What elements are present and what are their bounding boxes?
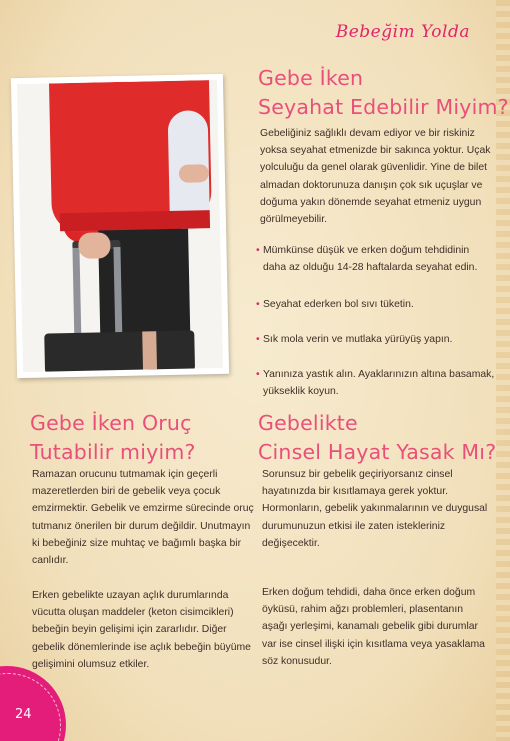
page-number: 24 [15,707,32,722]
fasting-title [30,409,196,467]
travel-bullet-list [256,331,452,348]
travel-bullet-list [256,242,477,276]
sex-title-line1: Gebelikte [258,411,358,435]
travel-bullet-list [256,366,494,400]
pregnant-woman-with-suitcase-photo [11,74,229,378]
sex-paragraph-1: Sorunsuz bir gebelik geçiriyorsanız cinsel hayatınızda bir kısıtlamaya gerek yoktur. Hormonların, gebelik yakınmalarının ve duygusal durumunuzun etkisi ile zaten istekleriniz değişecektir. [262,469,488,549]
travel-title-line2: Seyahat Edebilir Miyim? [258,95,509,119]
fasting-paragraph-1: Ramazan orucunu tutmamak için geçerli mazeretlerden biri de gebelik veya çocuk emzirmektir. Gebelik ve emzirme sürecinde oruç tutmanız önerilen bir durum değildir. Unutmayın ki bebeğiniz size muhtaç ve bağımlı başka bir canlıdır. [32,469,254,567]
sex-title [258,409,496,467]
fasting-title-line2: Tutabilir miyim? [30,440,196,464]
list-item: • Mümkünse düşük ve erken doğum tehdidinin daha az olduğu 14-28 haftalarda seyahat edin. [256,245,478,274]
section-header: Bebeğim Yolda [335,22,470,42]
list-item: • Yanınıza yastık alın. Ayaklarınızın altına basamak, yükseklik koyun. [256,369,495,398]
sex-title-line2: Cinsel Hayat Yasak Mı? [258,440,497,464]
fasting-paragraph-2: Erken gebelikte uzayan açlık durumlarında vücutta oluşan maddeler (keton cisimcikleri) bebeğin beyin gelişimi için zararlıdır. Diğer gebelik dönemlerinde ise açlık bebeğin büyüme gelişimini olumsuz etkiler. [32,590,251,670]
list-item: • Seyahat ederken bol sıvı tüketin. [256,299,414,310]
travel-title [258,64,509,122]
travel-paragraph: Gebeliğiniz sağlıklı devam ediyor ve bir riskiniz yoksa seyahat etmenizde bir sakınca yoktur. Uçak yolculuğu da genel olarak güvenlidir. Yine de bilet almadan doktorunuza danışın çok sık uçuşlar ve doğuma yakın dönemde seyahat etmeniz uygun görülmeyebilir. [260,128,491,226]
travel-title-line1: Gebe İken [258,66,364,90]
fasting-title-line1: Gebe İken Oruç [30,411,192,435]
travel-bullet-list [256,296,414,313]
sex-paragraph-2: Erken doğum tehdidi, daha önce erken doğum öyküsü, rahim ağzı problemleri, plasentanın aşağı yerleşimi, kanamalı gebelik gibi durumlar var ise cinsel ilişki için kısıtlama veya yasaklama söz konusudur. [262,587,485,667]
list-item: • Sık mola verin ve mutlaka yürüyüş yapın. [256,334,453,345]
